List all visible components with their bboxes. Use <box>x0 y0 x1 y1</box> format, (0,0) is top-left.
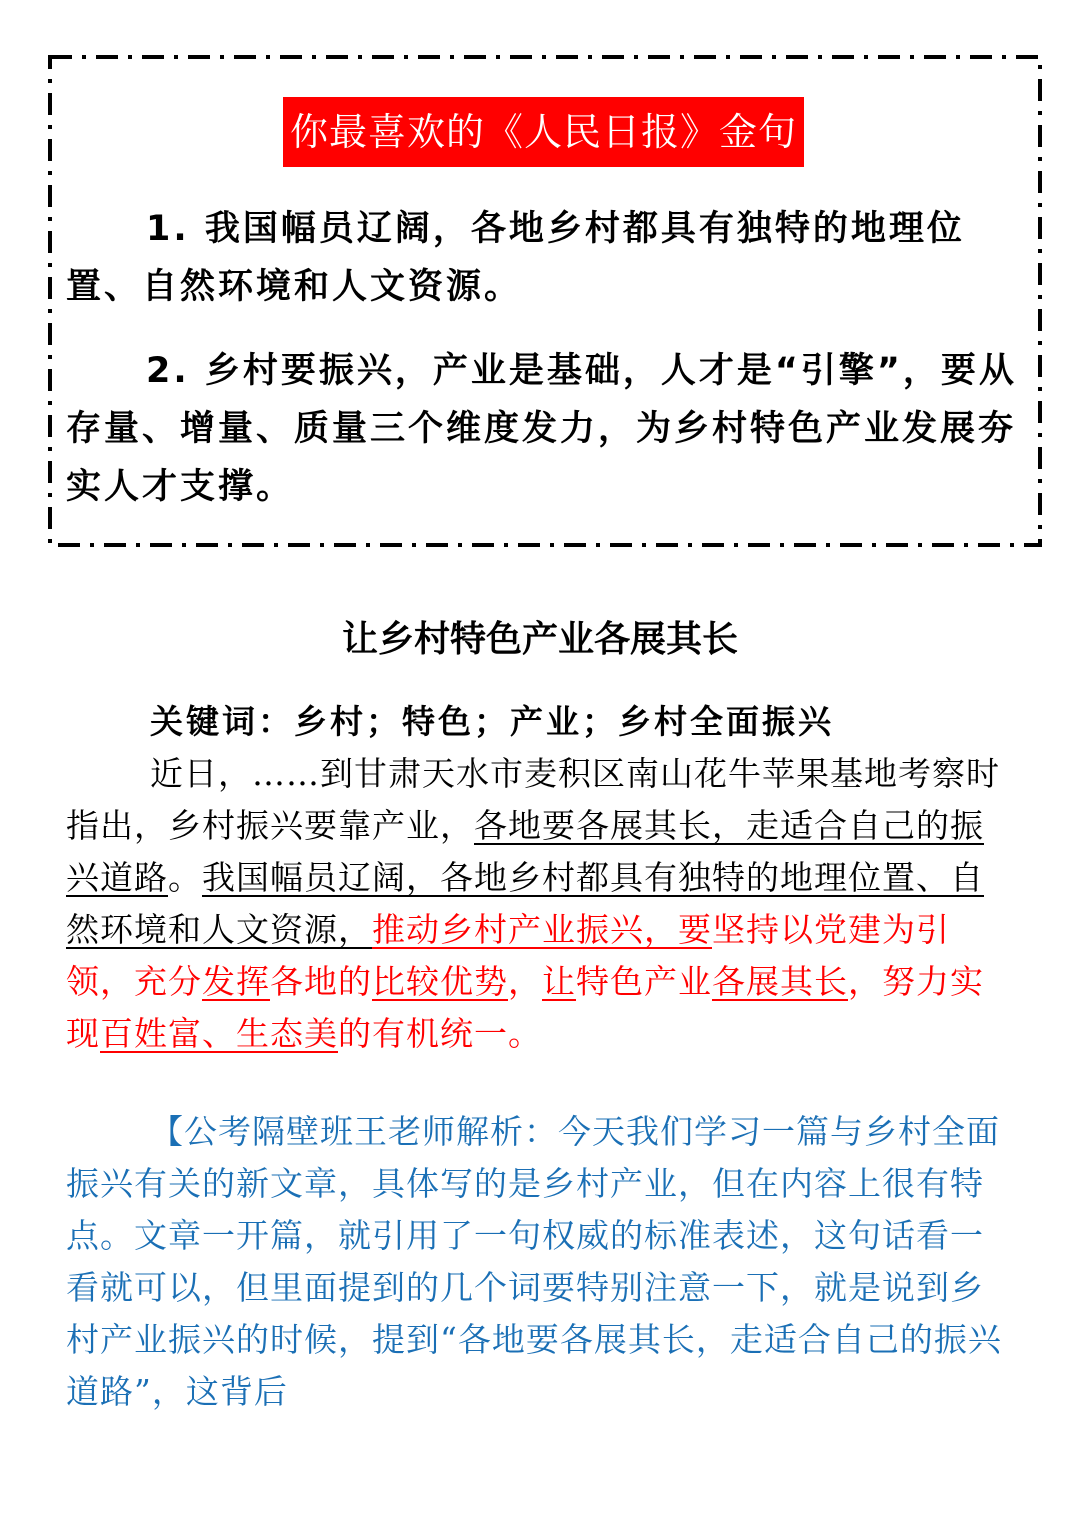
p1-text: 近日，……到甘肃天水市麦积区南山花牛苹果基地考察时指出，乡村振兴要靠产业， <box>66 754 1000 845</box>
p1-highlight: ，努力实现 <box>66 962 984 1053</box>
p1-highlight: 的有机统一。 <box>338 1014 542 1053</box>
quote-2: 2. 乡村要振兴，产业是基础，人才是“引擎”，要从存量、增量、质量三个维度发力，为乡村特色产业发展夯实人才支撑。 <box>66 351 1017 507</box>
p1-highlight-underlined: 推动乡村产业振兴，要 <box>372 910 712 949</box>
p1-highlight: 各地的 <box>270 962 372 1001</box>
p1-highlight: 特色产业 <box>576 962 712 1001</box>
p1-underlined: 我国幅员辽阔，各地乡村都具有独特的地理位置、自然环境和人文资源， <box>66 858 984 949</box>
p1-highlight-underlined: 各展其长 <box>712 962 848 1001</box>
p1-highlight-underlined: 比较优势 <box>372 962 508 1001</box>
article-title: 让乡村特色产业各展其长 <box>341 619 738 660</box>
quote-1: 1. 我国幅员辽阔，各地乡村都具有独特的地理位置、自然环境和人文资源。 <box>66 209 965 307</box>
quotes-banner-title: 你最喜欢的《人民日报》金句 <box>283 97 804 167</box>
article-paragraph-1 <box>66 748 1016 1060</box>
p1-highlight: 坚持以党建为引领，充分 <box>66 910 950 1001</box>
p1-highlight-underlined: 百姓富、生态美 <box>100 1014 338 1053</box>
p1-underlined: 各地要各展其长，走适合自己的振兴道路 <box>66 806 984 897</box>
article-keywords: 关键词：乡村；特色；产业；乡村全面振兴 <box>150 702 834 741</box>
p1-text: 。 <box>168 858 202 897</box>
commentary-paragraph: 【公考隔壁班王老师解析：今天我们学习一篇与乡村全面振兴有关的新文章，具体写的是乡村产业，但在内容上很有特点。文章一开篇，就引用了一句权威的标准表述，这句话看一看就可以，但里面提到的几个词要特别注意一下，就是说到乡村产业振兴的时候，提到“各地要各展其长，走适合自己的振兴道路”，这背后 <box>66 1112 1002 1411</box>
p1-highlight: ， <box>508 962 542 1001</box>
p1-highlight-underlined: 发挥 <box>202 962 270 1001</box>
p1-highlight-underlined: 让 <box>542 962 576 1001</box>
